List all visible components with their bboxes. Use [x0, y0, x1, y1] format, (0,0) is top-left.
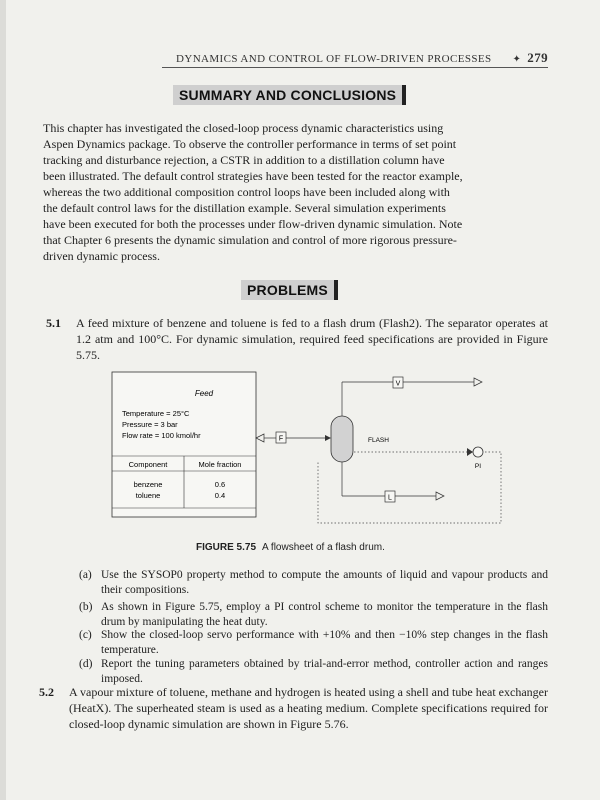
- section-heading-problems: PROBLEMS: [241, 280, 338, 300]
- subpart-text: Use the SYSOP0 property method to compute the amounts of liquid and vapour products and their compositions.: [101, 569, 548, 596]
- vapour-outlet-arrow-icon: [474, 378, 482, 386]
- problem-subpart-d: [79, 657, 548, 687]
- feed-title: Feed: [194, 389, 214, 398]
- pi-controller-icon: [473, 447, 483, 457]
- section-heading-summary: SUMMARY AND CONCLUSIONS: [173, 85, 406, 105]
- fraction-benzene: 0.6: [214, 480, 226, 489]
- subpart-text: Show the closed-loop servo performance with +10% and then −10% step changes in the flash temperature.: [101, 629, 548, 656]
- problem-subpart-c: [79, 628, 548, 658]
- subpart-text: As shown in Figure 5.75, employ a PI control scheme to monitor the temperature in the flash drum by manipulating the heat duty.: [101, 601, 548, 628]
- feed-pressure: Pressure = 3 bar: [122, 420, 178, 429]
- liquid-stream-label: L: [388, 494, 392, 502]
- summary-line: driven dynamic process.: [43, 249, 160, 263]
- feed-flow-rate: Flow rate = 100 kmol/hr: [122, 431, 201, 440]
- subpart-text: Report the tuning parameters obtained by trial-and-error method, controller action and ranges imposed.: [101, 658, 548, 685]
- figure-caption: [196, 542, 385, 553]
- summary-line: that Chapter 6 presents the dynamic simulation and control of more rigorous pressure-: [43, 233, 457, 247]
- summary-line: Aspen Dynamics package. To observe the controller performance in terms of set point: [43, 137, 457, 151]
- flash-drum-flowsheet: [106, 370, 526, 540]
- problem-subpart-a: [79, 568, 548, 598]
- subpart-label: (b): [79, 601, 93, 613]
- problem-5-2: [39, 684, 548, 732]
- component-toluene: toluene: [135, 491, 161, 500]
- problem-number: 5.1: [46, 316, 61, 330]
- running-head-right: [505, 50, 548, 66]
- component-benzene: benzene: [133, 480, 163, 489]
- problem-text: A vapour mixture of toluene, methane and hydrogen is heated using a shell and tube heat exchanger (HeatX). The superheated steam is used as a heating medium. Complete specifications required for closed-loop dynamic simulation are shown in Figure 5.76.: [69, 685, 548, 731]
- page-number: 279: [527, 50, 548, 65]
- feed-temperature: Temperature = 25°C: [122, 409, 190, 418]
- figure-caption-text: A flowsheet of a flash drum.: [262, 542, 385, 553]
- summary-line: This chapter has investigated the closed-loop process dynamic characteristics using: [43, 121, 444, 135]
- problem-number: 5.2: [39, 685, 54, 699]
- summary-line: have been executed for both the processes under flow-driven dynamic simulation. Note: [43, 217, 463, 231]
- pi-controller-label: PI: [474, 463, 482, 470]
- book-page: [6, 0, 600, 800]
- header-rule: [162, 67, 548, 68]
- flash-drum-vessel: [331, 416, 353, 462]
- running-head-title: DYNAMICS AND CONTROL OF FLOW-DRIVEN PROCESSES: [176, 53, 492, 65]
- vapour-stream-label: V: [395, 380, 401, 388]
- summary-paragraph: [43, 120, 548, 264]
- figure-5-75: [106, 370, 526, 540]
- feed-stream-label: F: [278, 435, 284, 443]
- fraction-toluene: 0.4: [214, 491, 226, 500]
- problem-subpart-b: [79, 600, 548, 630]
- problem-text: A feed mixture of benzene and toluene is fed to a flash drum (Flash2). The separator operates at 1.2 atm and 100°C. For dynamic simulation, required feed specifications are provided in Figure 5.75.: [76, 316, 548, 362]
- subpart-label: (c): [79, 629, 92, 641]
- col-header-fraction: Mole fraction: [198, 460, 242, 469]
- liquid-outlet-arrow-icon: [436, 492, 444, 500]
- summary-line: been illustrated. The default control strategies have been tested for the reactor example,: [43, 169, 463, 183]
- summary-line: whereas the two additional composition control loops have been included along with: [43, 185, 450, 199]
- subpart-label: (d): [79, 658, 93, 670]
- subpart-label: (a): [79, 569, 92, 581]
- col-header-component: Component: [128, 460, 168, 469]
- feed-inlet-arrow-icon: [256, 434, 264, 442]
- summary-line: tracking and disturbance rejection, a CSTR in addition to a distillation column have: [43, 153, 445, 167]
- figure-label: FIGURE 5.75: [196, 542, 257, 553]
- summary-line: the default control laws for the distillation example. Several simulation experiments: [43, 201, 446, 215]
- separator-icon: ✦: [512, 54, 522, 65]
- running-head: [176, 50, 548, 66]
- flash-label: FLASH: [368, 437, 389, 444]
- problem-5-1: [46, 315, 548, 363]
